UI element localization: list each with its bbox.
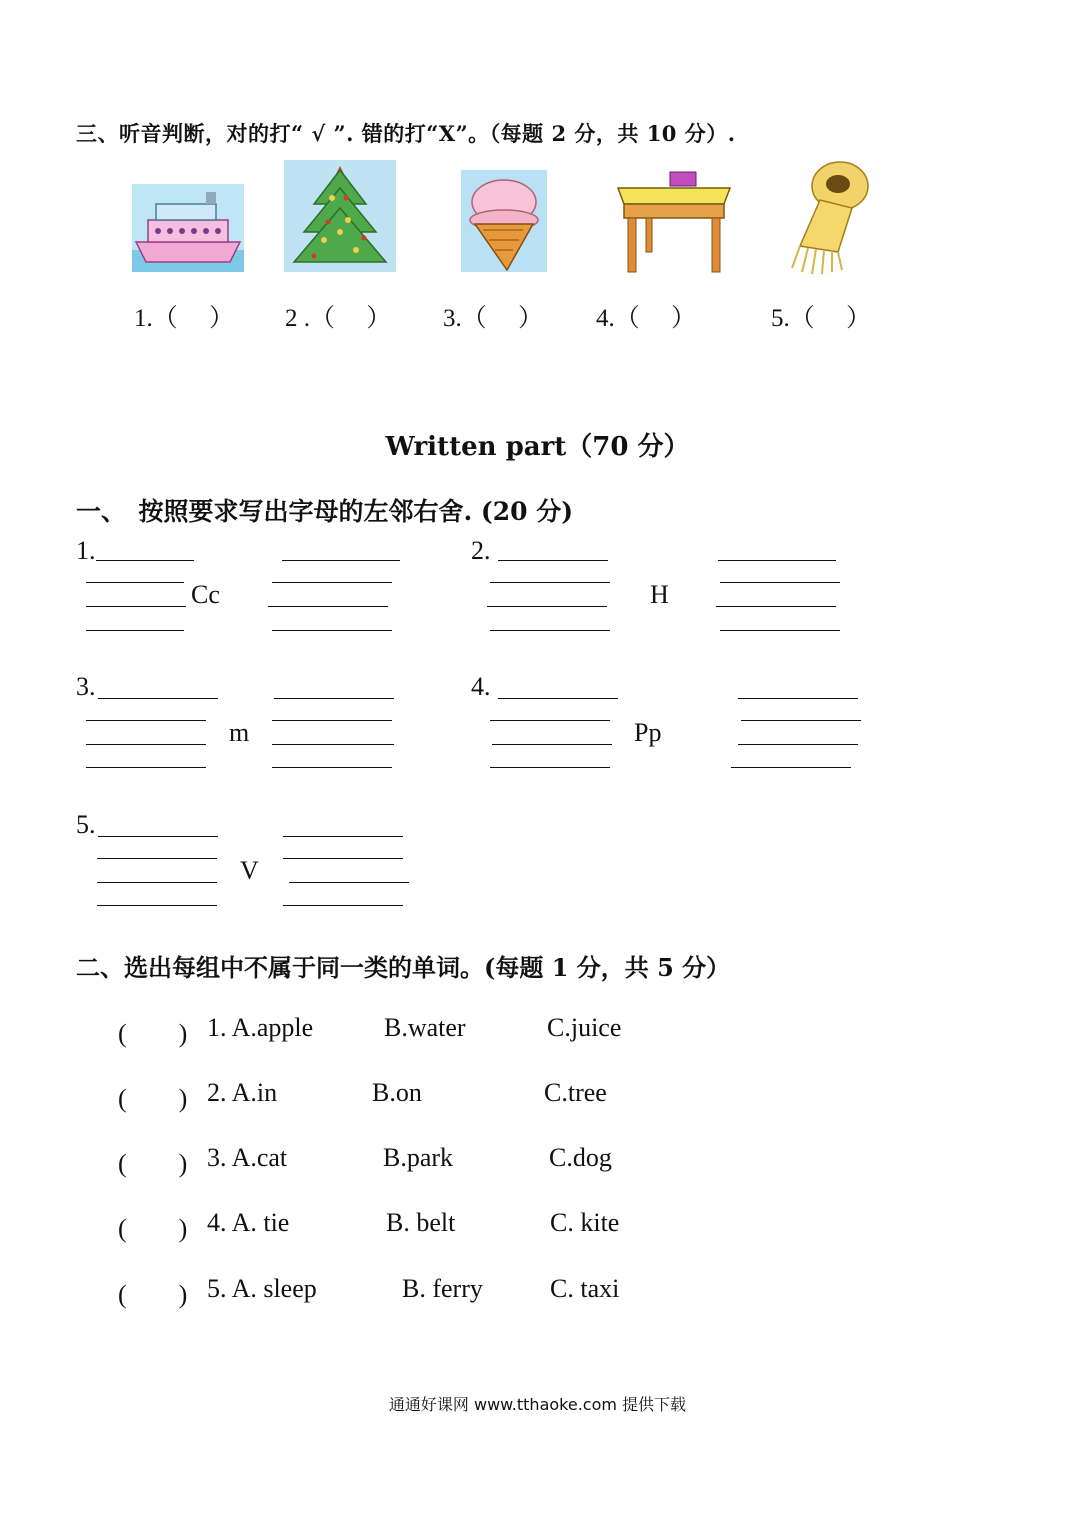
answer-slot-1[interactable]: 1.（ ） xyxy=(134,305,235,332)
answer-line[interactable] xyxy=(289,882,409,883)
answer-line[interactable] xyxy=(86,767,206,768)
answer-line[interactable] xyxy=(498,560,608,561)
answer-slot-2[interactable]: 2 .（ ） xyxy=(285,305,392,332)
answer-slot-4[interactable]: 4.（ ） xyxy=(596,305,697,332)
listening-heading: 三、听音判断，对的打“ √ ”. 错的打“X”。（每题 2 分，共 10 分）. xyxy=(76,121,736,146)
answer-line[interactable] xyxy=(86,582,184,583)
given-letter: Cc xyxy=(191,580,220,609)
option-b: B.water xyxy=(384,1013,466,1042)
answer-line[interactable] xyxy=(738,698,858,699)
ice-cream-icon xyxy=(461,170,547,272)
answer-paren[interactable]: ( ) xyxy=(118,1084,188,1113)
option-a: 4. A. tie xyxy=(207,1208,290,1237)
answer-line[interactable] xyxy=(490,767,610,768)
answer-line[interactable] xyxy=(97,905,217,906)
answer-line[interactable] xyxy=(96,560,194,561)
answer-line[interactable] xyxy=(272,767,392,768)
letter-item-number: 2. xyxy=(471,536,491,565)
answer-line[interactable] xyxy=(716,606,836,607)
answer-line[interactable] xyxy=(283,858,403,859)
answer-line[interactable] xyxy=(272,744,394,745)
given-letter: Pp xyxy=(634,718,662,747)
option-a: 1. A.apple xyxy=(207,1013,314,1042)
option-b: B.park xyxy=(383,1143,454,1172)
answer-paren[interactable]: ( ) xyxy=(118,1149,188,1178)
answer-line[interactable] xyxy=(98,698,218,699)
answer-line[interactable] xyxy=(86,720,206,721)
answer-line[interactable] xyxy=(720,630,840,631)
answer-paren[interactable]: ( ) xyxy=(118,1214,188,1243)
answer-line[interactable] xyxy=(86,744,206,745)
answer-line[interactable] xyxy=(490,630,610,631)
answer-line[interactable] xyxy=(282,560,400,561)
option-c: C.juice xyxy=(547,1013,622,1042)
answer-paren[interactable]: ( ) xyxy=(118,1280,188,1309)
answer-line[interactable] xyxy=(487,606,607,607)
footer-credit: 通通好课网 www.tthaoke.com 提供下载 xyxy=(388,1395,687,1414)
answer-line[interactable] xyxy=(272,720,392,721)
option-a: 2. A.in xyxy=(207,1078,278,1107)
desk-icon xyxy=(612,170,736,274)
answer-line[interactable] xyxy=(283,905,403,906)
answer-line[interactable] xyxy=(738,744,858,745)
answer-line[interactable] xyxy=(272,630,392,631)
option-b: B. belt xyxy=(386,1208,456,1237)
letter-item-number: 1. xyxy=(76,536,96,565)
scarf-icon xyxy=(780,156,876,278)
letter-item-number: 4. xyxy=(471,672,491,701)
option-a: 3. A.cat xyxy=(207,1143,288,1172)
answer-line[interactable] xyxy=(272,582,392,583)
option-c: C. kite xyxy=(550,1208,620,1237)
answer-line[interactable] xyxy=(268,606,388,607)
answer-line[interactable] xyxy=(274,698,394,699)
option-a: 5. A. sleep xyxy=(207,1274,317,1303)
answer-line[interactable] xyxy=(741,720,861,721)
option-b: B. ferry xyxy=(402,1274,483,1303)
given-letter: V xyxy=(240,856,259,885)
answer-line[interactable] xyxy=(97,882,217,883)
given-letter: m xyxy=(229,718,250,747)
answer-line[interactable] xyxy=(97,858,217,859)
answer-line[interactable] xyxy=(490,582,610,583)
section2-heading: 二、选出每组中不属于同一类的单词。(每题 1 分，共 5 分） xyxy=(76,953,731,982)
given-letter: H xyxy=(650,580,669,609)
answer-line[interactable] xyxy=(731,767,851,768)
letter-item-number: 5. xyxy=(76,810,96,839)
answer-line[interactable] xyxy=(86,630,184,631)
answer-line[interactable] xyxy=(86,606,186,607)
answer-line[interactable] xyxy=(490,720,610,721)
answer-slot-3[interactable]: 3.（ ） xyxy=(443,305,544,332)
answer-paren[interactable]: ( ) xyxy=(118,1019,188,1048)
answer-line[interactable] xyxy=(498,698,618,699)
option-c: C.tree xyxy=(544,1078,607,1107)
answer-line[interactable] xyxy=(720,582,840,583)
option-b: B.on xyxy=(372,1078,422,1107)
christmas-tree-icon xyxy=(284,160,396,272)
written-part-title: Written part（70 分） xyxy=(385,432,690,462)
ferry-boat-icon xyxy=(132,184,244,272)
letter-item-number: 3. xyxy=(76,672,96,701)
answer-line[interactable] xyxy=(718,560,836,561)
answer-line[interactable] xyxy=(98,836,218,837)
answer-line[interactable] xyxy=(283,836,403,837)
answer-line[interactable] xyxy=(492,744,612,745)
option-c: C.dog xyxy=(549,1143,612,1172)
answer-slot-5[interactable]: 5.（ ） xyxy=(771,305,872,332)
section1-heading: 一、 按照要求写出字母的左邻右舍. (20 分) xyxy=(76,497,574,526)
option-c: C. taxi xyxy=(550,1274,620,1303)
